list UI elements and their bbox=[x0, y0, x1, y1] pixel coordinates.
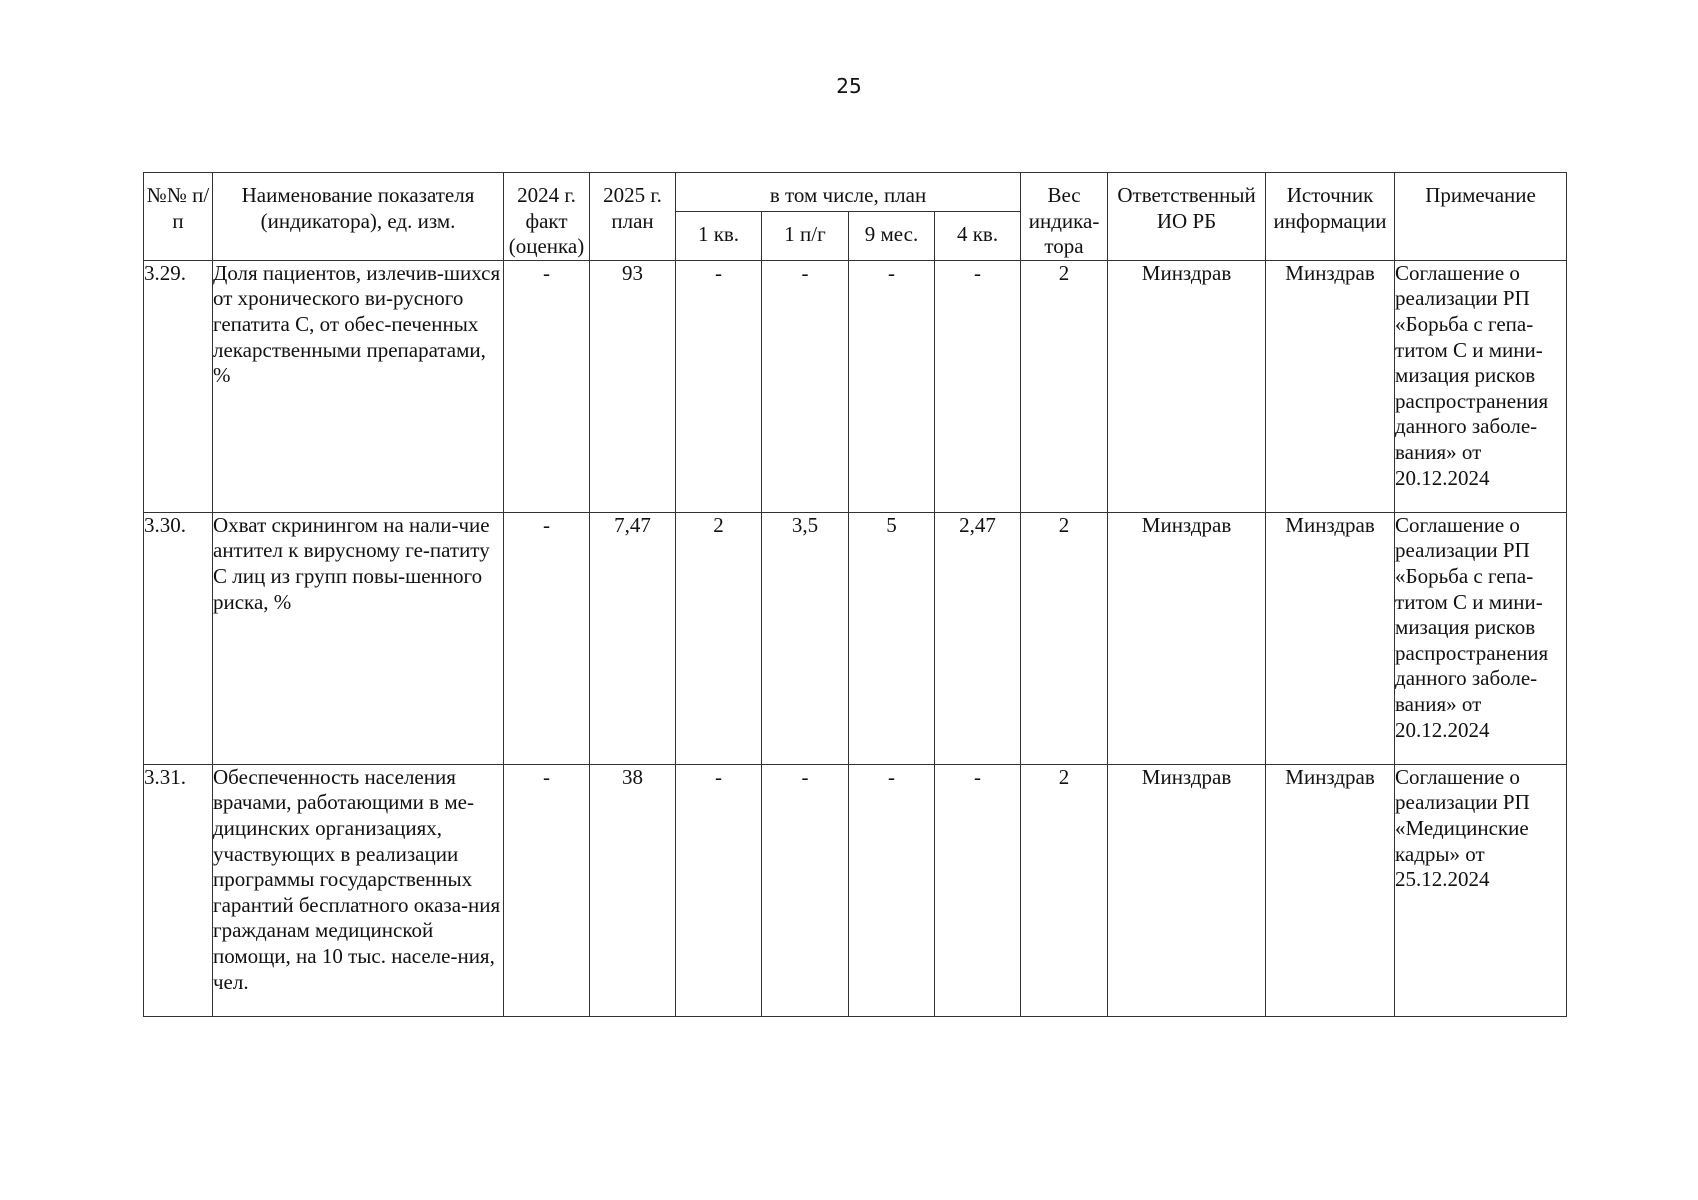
row-h1: - bbox=[762, 764, 849, 1016]
row-weight: 2 bbox=[1021, 764, 1108, 1016]
row-num: 3.30. bbox=[144, 512, 213, 764]
row-responsible: Минздрав bbox=[1108, 260, 1266, 512]
header-num: №№ п/п bbox=[144, 173, 213, 261]
table-header bbox=[144, 173, 1567, 261]
header-note: Примечание bbox=[1395, 173, 1567, 261]
row-note: Соглашение о реализации РП «Медицинские кадры» от 25.12.2024 bbox=[1395, 764, 1567, 1016]
header-q4: 4 кв. bbox=[935, 211, 1021, 260]
row-num: 3.29. bbox=[144, 260, 213, 512]
row-9m: 5 bbox=[849, 512, 935, 764]
row-h1: 3,5 bbox=[762, 512, 849, 764]
row-source: Минздрав bbox=[1266, 512, 1395, 764]
table-row bbox=[144, 512, 1567, 764]
page-number: 25 bbox=[836, 74, 862, 98]
row-q4: - bbox=[935, 260, 1021, 512]
row-q1: - bbox=[676, 260, 762, 512]
row-source: Минздрав bbox=[1266, 260, 1395, 512]
row-plan-2025: 93 bbox=[590, 260, 676, 512]
row-9m: - bbox=[849, 764, 935, 1016]
header-incl-plan: в том числе, план bbox=[676, 173, 1021, 212]
row-source: Минздрав bbox=[1266, 764, 1395, 1016]
header-q1: 1 кв. bbox=[676, 211, 762, 260]
table-row bbox=[144, 764, 1567, 1016]
row-name: Охват скринингом на нали-чие антител к вирусному ге-патиту С лиц из групп повы-шенного риска, % bbox=[213, 512, 504, 764]
row-note: Соглашение о реализации РП «Борьба с гепа-титом С и мини-мизация рисков распространения данного заболе-вания» от 20.12.2024 bbox=[1395, 512, 1567, 764]
table-row bbox=[144, 260, 1567, 512]
header-9m: 9 мес. bbox=[849, 211, 935, 260]
header-fact-2024: 2024 г. факт (оценка) bbox=[504, 173, 590, 261]
header-responsible: Ответственный ИО РБ bbox=[1108, 173, 1266, 261]
row-fact-2024: - bbox=[504, 260, 590, 512]
header-name: Наименование показателя (индикатора), ед. изм. bbox=[213, 173, 504, 261]
row-responsible: Минздрав bbox=[1108, 764, 1266, 1016]
row-responsible: Минздрав bbox=[1108, 512, 1266, 764]
indicators-table bbox=[143, 172, 1567, 1017]
row-name: Обеспеченность населения врачами, работающими в ме-дицинских организациях, участвующих в реализации программы государственных гарантий бесплатного оказа-ния гражданам медицинской помощи, на 10 тыс. населе-ния, чел. bbox=[213, 764, 504, 1016]
header-h1: 1 п/г bbox=[762, 211, 849, 260]
row-weight: 2 bbox=[1021, 260, 1108, 512]
row-q1: 2 bbox=[676, 512, 762, 764]
header-weight: Вес индика-тора bbox=[1021, 173, 1108, 261]
row-plan-2025: 7,47 bbox=[590, 512, 676, 764]
header-plan-2025: 2025 г. план bbox=[590, 173, 676, 261]
header-source: Источник информации bbox=[1266, 173, 1395, 261]
row-h1: - bbox=[762, 260, 849, 512]
row-fact-2024: - bbox=[504, 512, 590, 764]
row-weight: 2 bbox=[1021, 512, 1108, 764]
row-q4: - bbox=[935, 764, 1021, 1016]
row-q4: 2,47 bbox=[935, 512, 1021, 764]
row-num: 3.31. bbox=[144, 764, 213, 1016]
row-note: Соглашение о реализации РП «Борьба с гепа-титом С и мини-мизация рисков распространения данного заболе-вания» от 20.12.2024 bbox=[1395, 260, 1567, 512]
row-q1: - bbox=[676, 764, 762, 1016]
row-fact-2024: - bbox=[504, 764, 590, 1016]
row-plan-2025: 38 bbox=[590, 764, 676, 1016]
row-name: Доля пациентов, излечив-шихся от хронического ви-русного гепатита С, от обес-печенных лекарственными препаратами, % bbox=[213, 260, 504, 512]
row-9m: - bbox=[849, 260, 935, 512]
